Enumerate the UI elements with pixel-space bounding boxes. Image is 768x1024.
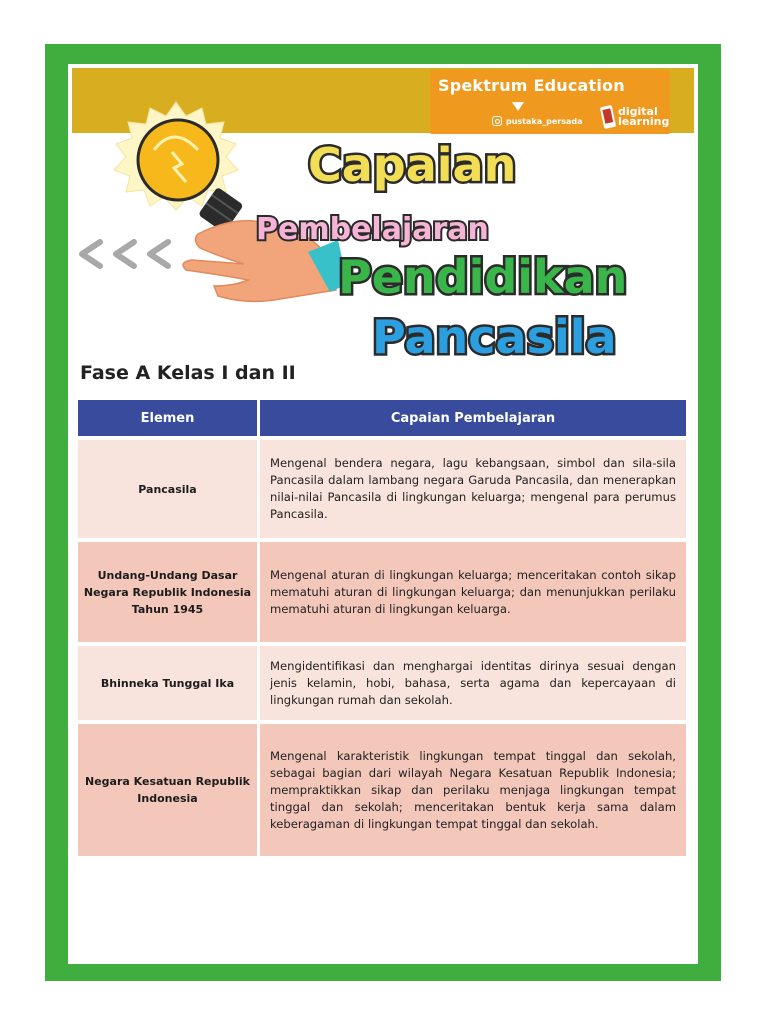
elemen-cell: Pancasila: [78, 440, 257, 538]
curriculum-table: [75, 396, 689, 860]
capaian-cell: Mengidentifikasi dan menghargai identitas dirinya sesuai dengan jenis kelamin, hobi, bahasa, serta agama dan kepercayaan di lingkungan rumah dan sekolah.: [260, 646, 686, 720]
header-elemen: Elemen: [78, 400, 257, 436]
elemen-cell: Bhinneka Tunggal Ika: [78, 646, 257, 720]
capaian-cell: Mengenal aturan di lingkungan keluarga; menceritakan contoh sikap mematuhi aturan di lingkungan keluarga; dan menunjukkan perilaku mematuhi aturan di lingkungan keluarga.: [260, 542, 686, 642]
title-pancasila: Pancasila: [372, 310, 617, 364]
phase-subtitle: Fase A Kelas I dan II: [80, 362, 296, 384]
table-row: [78, 542, 686, 642]
title-pendidikan: Pendidikan: [338, 250, 628, 304]
table-row: [78, 724, 686, 856]
elemen-cell: Undang-Undang Dasar Negara Republik Indonesia Tahun 1945: [78, 542, 257, 642]
header-capaian: Capaian Pembelajaran: [260, 400, 686, 436]
table-header-row: [78, 400, 686, 436]
title-pembelajaran: Pembelajaran: [256, 212, 489, 247]
capaian-cell: Mengenal bendera negara, lagu kebangsaan, simbol dan sila-sila Pancasila dalam lambang negara Garuda Pancasila, dan menerapkan nilai-nilai Pancasila di lingkungan keluarga; mengenal para perumus Pancasila.: [260, 440, 686, 538]
poster: [68, 64, 698, 964]
brand-name: Spektrum Education: [438, 76, 625, 95]
table-row: [78, 646, 686, 720]
lightbulb-icon: [138, 120, 244, 233]
elemen-cell: Negara Kesatuan Republik Indonesia: [78, 724, 257, 856]
digital-learning-word-1: digital: [618, 105, 658, 118]
title-capaian: Capaian: [308, 138, 517, 192]
capaian-cell: Mengenal karakteristik lingkungan tempat tinggal dan sekolah, sebagai bagian dari wilayah Negara Kesatuan Republik Indonesia; mempraktikkan sikap dan perilaku menjaga lingkungan tempat tinggal dan sekolah; menceritakan bentuk kerja sama dalam keberagaman di lingkungan tempat tinggal dan sekolah.: [260, 724, 686, 856]
instagram-text: pustaka_persada: [506, 116, 583, 126]
table-row: [78, 440, 686, 538]
arrow-left-icon: [82, 242, 168, 266]
digital-learning-word-2: learning: [618, 115, 670, 128]
